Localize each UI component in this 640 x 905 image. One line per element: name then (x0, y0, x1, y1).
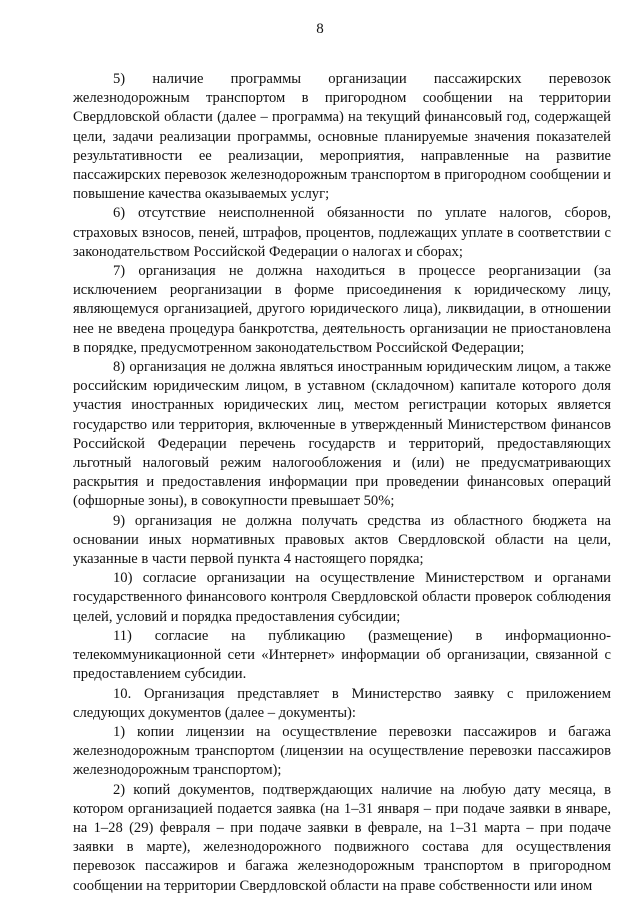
paragraph-item-9: 9) организация не должна получать средства из областного бюджета на основании иных нормативных правовых актов Свердловской области на цели, указанные в части первой пункта 4 настоящего порядка; (73, 512, 611, 568)
paragraph-item-11: 11) согласие на публикацию (размещение) в информационно-телекоммуникационной сети «Интернет» информации об организации, связанной с предоставлением субсидии. (73, 627, 611, 683)
paragraph-item-6: 6) отсутствие неисполненной обязанности по уплате налогов, сборов, страховых взносов, пеней, штрафов, процентов, подлежащих уплате в соответствии с законодательством Российской Федерации о налогах и сборах; (73, 205, 611, 260)
page-number: 8 (316, 21, 324, 37)
paragraph-item-5: 5) наличие программы организации пассажирских перевозок железнодорожным транспортом в пригородном сообщении на территории Свердловской области (далее – программа) на текущий финансовый год, содержащей цели, задачи реализации программы, основные планируемые значения показателей результативности ее реализации, мероприятия, направленные на развитие пассажирских перевозок железнодорожным транспортом в пригородном сообщении и повышение качества оказываемых услуг; (73, 71, 611, 203)
paragraph-item-10: 10) согласие организации на осуществление Министерством и органами государственного финансового контроля Свердловской области проверок соблюдения целей, условий и порядка предоставления субсидии; (73, 570, 611, 625)
paragraph-item-7: 7) организация не должна находиться в процессе реорганизации (за исключением реорганизации в форме присоединения к юридическому лицу, являющемуся организацией, другого юридического лица), ликвидации, в отношении нее не введена процедура банкротства, деятельность организации не приостановлена в порядке, предусмотренном законодательством Российской Федерации; (73, 263, 611, 356)
paragraph-clause-10: 10. Организация представляет в Министерство заявку с приложением следующих документов (далее – документы): (73, 685, 611, 721)
paragraph-document-1: 1) копии лицензии на осуществление перевозки пассажиров и багажа железнодорожным транспортом (лицензии на осуществление перевозки пассажиров железнодорожным транспортом); (73, 723, 611, 779)
document-body (73, 70, 611, 896)
paragraph-item-8: 8) организация не должна являться иностранным юридическим лицом, а также российским юридическим лицом, в уставном (складочном) капитале которого доля участия иностранных юридических лиц, местом регистрации которых является государство или территория, включенные в утвержденный Министерством финансов Российской Федерации перечень государств и территорий, предоставляющих льготный налоговый режим налогообложения и (или) не предусматривающих раскрытия и предоставления информации при проведении финансовых операций (офшорные зоны), в совокупности превышает 50%; (73, 359, 611, 510)
paragraph-document-2: 2) копий документов, подтверждающих наличие на любую дату месяца, в котором организацией подается заявка (на 1–31 января – при подаче заявки в январе, на 1–28 (29) февраля – при подаче заявки в феврале, на 1–31 марта – при подаче заявки в марте), железнодорожного подвижного состава для осуществления перевозок пассажиров и багажа железнодорожным транспортом в пригородном сообщении на территории Свердловской области на праве собственности или ином (73, 781, 611, 894)
